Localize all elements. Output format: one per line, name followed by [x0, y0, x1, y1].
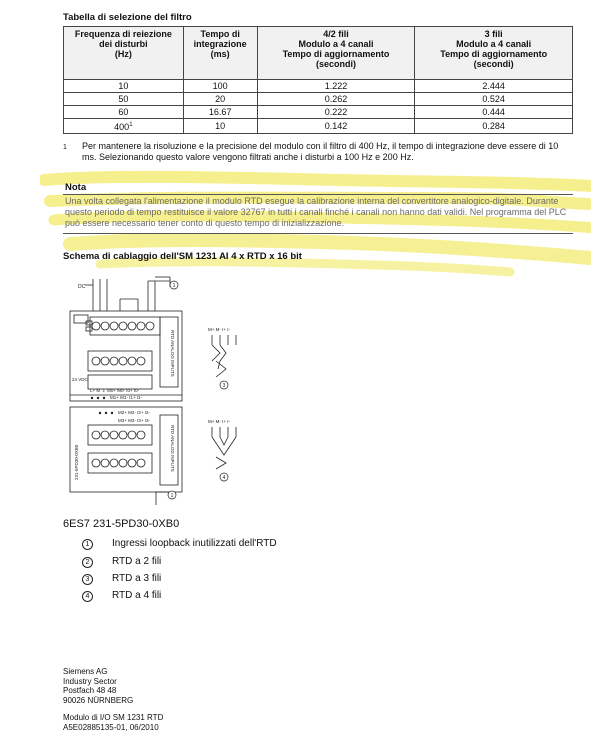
wiring-title: Schema di cablaggio dell'SM 1231 AI 4 x RTD x 16 bit	[63, 251, 302, 262]
header-3-line2: Modulo a 4 canali	[456, 39, 532, 49]
footnote-mark: 1	[63, 144, 67, 151]
header-frequency	[64, 27, 184, 80]
table-cell: 0.524	[415, 93, 573, 106]
table-row	[64, 80, 573, 93]
cell-value: 400	[114, 122, 130, 132]
nota-title: Nota	[65, 182, 87, 193]
header-integration-line1: Tempo di	[200, 29, 240, 39]
header-frequency-line2: dei disturbi	[99, 39, 148, 49]
doc-line-2: A5E02885135-01, 06/2010	[63, 722, 159, 732]
header-3-line3: Tempo di aggiornamento	[440, 49, 548, 59]
table-cell: 100	[183, 80, 257, 93]
vertical-part-label: 231-5PD30-0XB0	[74, 444, 79, 480]
header-3-line4: (secondi)	[473, 59, 514, 69]
legend-text-4: RTD a 4 fili	[112, 590, 162, 601]
side-label-upper: RTD ANALOG INPUTS	[170, 330, 175, 377]
footnote-text: Per mantenere la risoluzione e la precisione del modulo con il filtro di 400 Hz, il tempo di integrazione deve essere di 10 ms. Selezionando questo valore vengono filtrati anche i disturbi a 100 Hz e 200 Hz.	[82, 141, 559, 162]
part-number: 6ES7 231-5PD30-0XB0	[63, 518, 180, 530]
header-frequency-line1: Frequenza di reiezione	[74, 29, 172, 39]
nota-bottom-rule	[63, 233, 573, 234]
header-integration-line3: (ms)	[210, 49, 230, 59]
footnote-ref: 1	[129, 122, 133, 128]
header-integration-time	[183, 27, 257, 80]
table-cell: 20	[183, 93, 257, 106]
dc-label: DC	[78, 284, 86, 290]
legend-number-2: 2	[82, 557, 93, 568]
header-42-line1: 4/2 fili	[323, 29, 349, 39]
address-line-1: Siemens AG	[63, 667, 108, 676]
header-integration-line2: integrazione	[193, 39, 247, 49]
callout-1: 1	[172, 283, 176, 289]
table-title: Tabella di selezione del filtro	[63, 12, 192, 23]
address-line-2: Industry Sector	[63, 676, 117, 686]
address-line-4: 90026 NÜRNBERG	[63, 695, 134, 705]
document-info	[63, 713, 163, 732]
table-row	[64, 119, 573, 134]
header-42-line4: (secondi)	[315, 59, 356, 69]
terminal-row-1: L+ M ⏚ M0+ M0- I0+ I0-	[90, 388, 140, 393]
table-cell: 1.222	[257, 80, 415, 93]
publisher-address	[63, 667, 133, 705]
legend-number-1: 1	[82, 539, 93, 550]
table-header-row	[64, 27, 573, 80]
legend-text-1: Ingressi loopback inutilizzati dell'RTD	[112, 538, 277, 549]
nota-text: Una volta collegata l'alimentazione il modulo RTD esegue la calibrazione interna del convertitore analogico-digitale. Durante questo periodo di tempo restituisce il valore 32767 in tutti i canali finché i canali non hanno dati validi. Nel programma del PLC può essere necessario tener conto di questo tempo di inizializzazione.	[65, 196, 567, 228]
legend-number-4: 4	[82, 591, 93, 602]
mini-labels-upper: M+ M- I+ I-	[208, 327, 231, 332]
table-cell: 0.284	[415, 119, 573, 134]
table-cell: 60	[64, 106, 184, 119]
table-cell	[64, 119, 184, 134]
table-cell: 0.142	[257, 119, 415, 134]
header-3-wire	[415, 27, 573, 80]
table-cell: 16.67	[183, 106, 257, 119]
header-3-line1: 3 fili	[484, 29, 503, 39]
table-cell: 10	[64, 80, 184, 93]
wiring-diagram	[60, 265, 280, 505]
table-cell: 2.444	[415, 80, 573, 93]
callout-3: 3	[222, 383, 226, 389]
table-cell: 0.444	[415, 106, 573, 119]
terminal-row-4: M3+ M3- I3+ I3-	[118, 418, 151, 423]
header-frequency-line3: (Hz)	[114, 49, 132, 59]
terminal-row-3: M2+ M2- I2+ I2-	[118, 410, 151, 415]
filter-selection-table	[63, 26, 573, 134]
nota-top-rule	[63, 194, 573, 195]
table-row	[64, 106, 573, 119]
legend-number-3: 3	[82, 574, 93, 585]
supply-label: 24 VDC	[72, 377, 88, 382]
side-label-lower: RTD ANALOG INPUTS	[170, 425, 175, 472]
legend-text-3: RTD a 3 fili	[112, 573, 162, 584]
address-line-3: Postfach 48 48	[63, 686, 117, 695]
table-cell: 0.222	[257, 106, 415, 119]
table-cell: 0.262	[257, 93, 415, 106]
terminal-row-2: M1+ M1- I1+ I1-	[110, 395, 143, 400]
callout-1b: 1	[170, 493, 174, 499]
legend-text-2: RTD a 2 fili	[112, 556, 162, 567]
table-cell: 10	[183, 119, 257, 134]
table-row	[64, 93, 573, 106]
header-42-line2: Modulo a 4 canali	[298, 39, 374, 49]
header-4-2-wire	[257, 27, 415, 80]
mini-labels-lower: M+ M- I+ I-	[208, 419, 231, 424]
doc-line-1: Modulo di I/O SM 1231 RTD	[63, 713, 164, 722]
callout-4: 4	[222, 475, 226, 481]
table-cell: 50	[64, 93, 184, 106]
header-42-line3: Tempo di aggiornamento	[282, 49, 390, 59]
